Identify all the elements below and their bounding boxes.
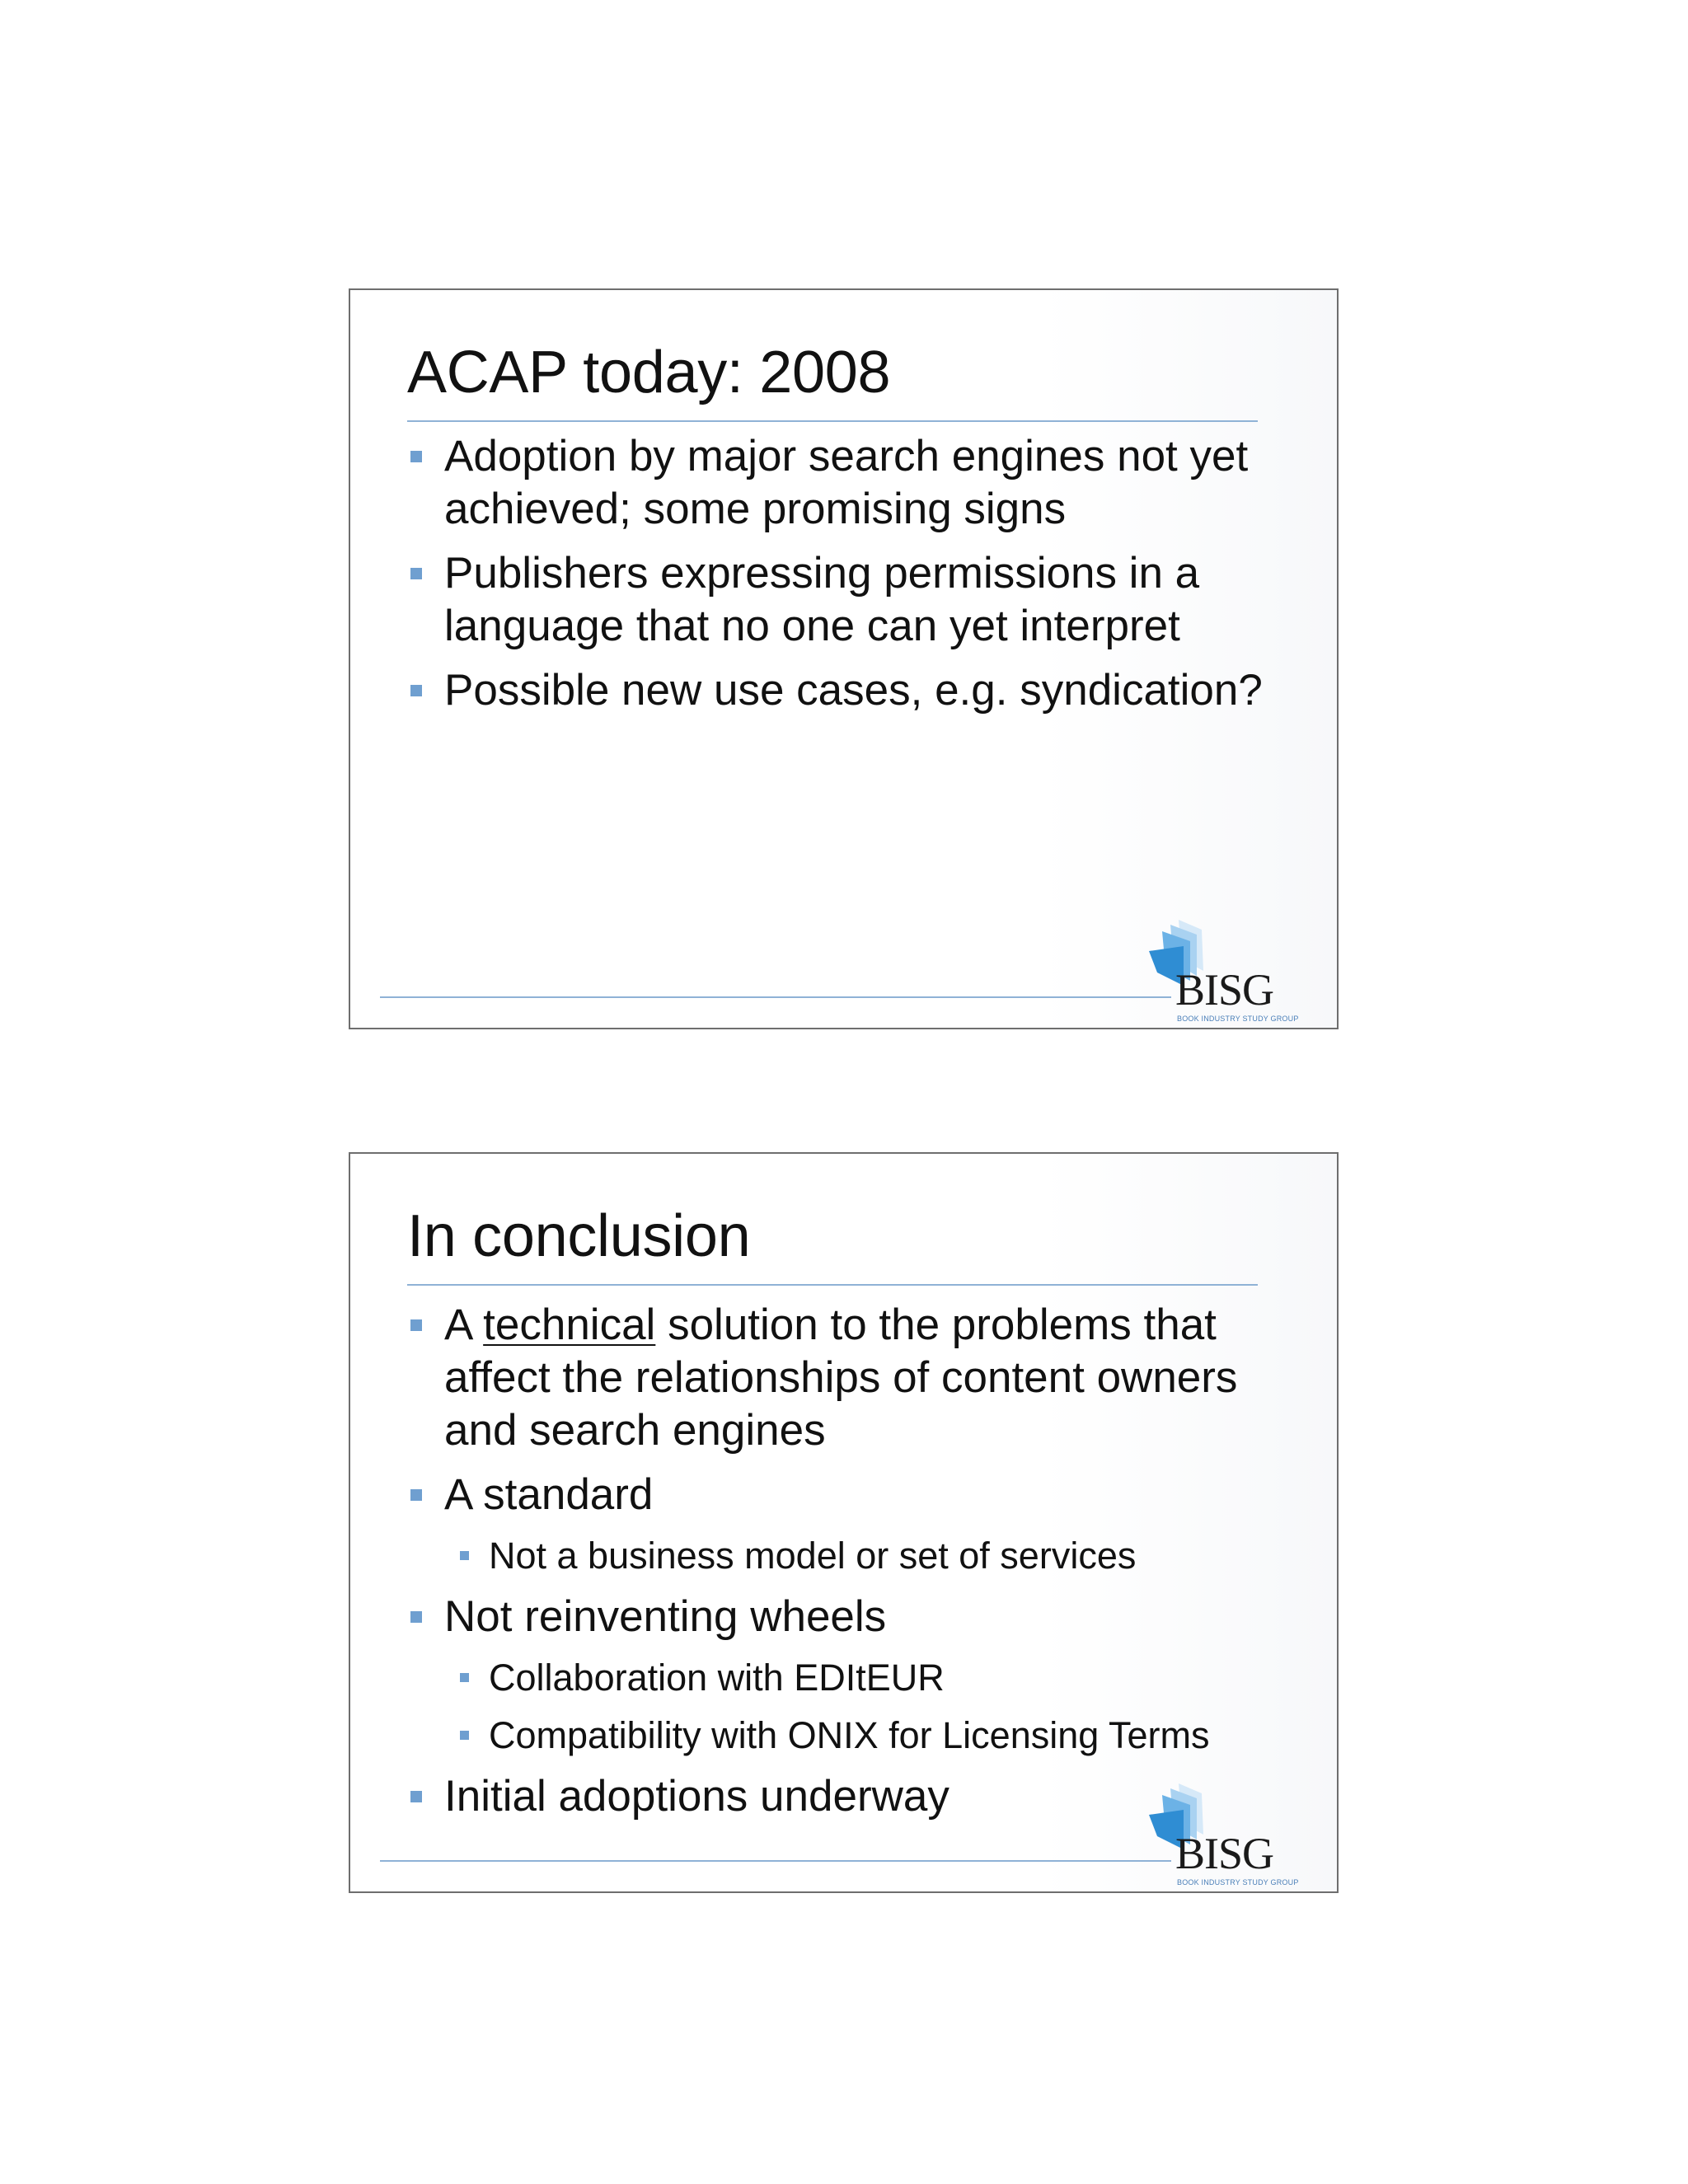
sub-bullet-item [407,1533,1297,1579]
bullet-marker-icon [410,1611,422,1623]
bullet-text-suffix: solution to the problems that affect the relationships of content owners and search engines [444,1301,1238,1455]
slide-acap-today [349,288,1339,1029]
sub-bullet-item [407,1713,1297,1759]
bullet-marker-icon [410,568,422,579]
sub-bullet-marker-icon [460,1551,469,1560]
bullet-item [407,1469,1297,1521]
bullet-text: Publishers expressing permissions in a language that no one can yet interpret [444,549,1200,650]
slide-title: In conclusion [407,1203,751,1269]
bullet-list [407,1299,1297,1835]
bullet-text-emphasis: technical [483,1301,656,1349]
slide-in-conclusion [349,1152,1339,1893]
bullet-text: A standard [444,1470,654,1519]
bullet-text: Adoption by major search engines not yet achieved; some promising signs [444,432,1249,533]
logo-wordmark: BISG [1175,1829,1274,1878]
bullet-text-prefix: A [444,1301,484,1349]
logo-wordmark: BISG [1175,965,1274,1015]
sub-bullet-text: Compatibility with ONIX for Licensing Terms [489,1714,1210,1756]
bullet-item [407,664,1297,717]
title-divider [407,420,1258,422]
bullet-text: Not reinventing wheels [444,1592,887,1641]
footer-divider [380,1860,1171,1862]
sub-bullet-marker-icon [460,1731,469,1740]
sub-bullet-text: Not a business model or set of services [489,1535,1137,1577]
bullet-marker-icon [410,685,422,696]
bullet-item [407,1591,1297,1643]
bullet-text: Possible new use cases, e.g. syndication? [444,666,1263,715]
slide-title: ACAP today: 2008 [407,340,891,405]
sub-bullet-text: Collaboration with EDItEUR [489,1657,945,1699]
bisg-logo [1146,918,1311,1029]
footer-divider [380,996,1171,998]
logo-tagline: BOOK INDUSTRY STUDY GROUP [1177,1015,1299,1023]
title-divider [407,1284,1258,1286]
bullet-marker-icon [410,1319,422,1331]
bullet-item [407,547,1297,653]
sub-bullet-item [407,1655,1297,1701]
bullet-marker-icon [410,1489,422,1501]
logo-tagline: BOOK INDUSTRY STUDY GROUP [1177,1878,1299,1886]
bisg-logo [1146,1782,1311,1893]
sub-bullet-marker-icon [460,1673,469,1682]
bullet-item [407,1299,1297,1457]
bullet-marker-icon [410,1791,422,1802]
bullet-text: Initial adoptions underway [444,1772,950,1821]
bullet-list [407,430,1297,729]
bullet-item [407,430,1297,536]
bullet-marker-icon [410,451,422,462]
